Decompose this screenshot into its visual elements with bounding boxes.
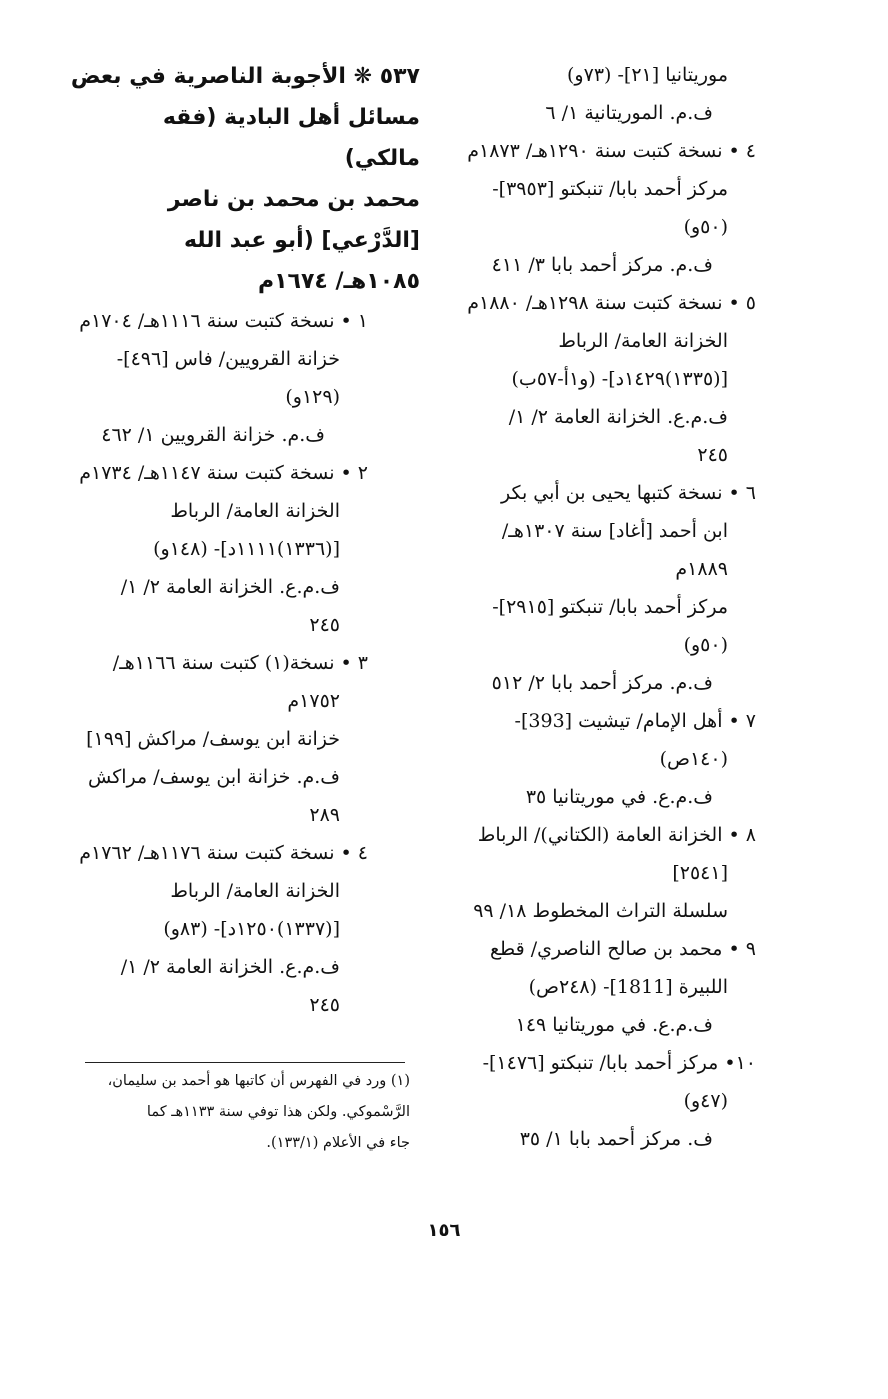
copy-line: سلسلة التراث المخطوط ١٨/ ٩٩ [473,900,728,922]
copy-line: ٢ • نسخة كتبت سنة ١١٤٧هـ/ ١٧٣٤م [79,462,368,484]
copy-line: ٨ • الخزانة العامة (الكتاني)/ الرباط [477,824,756,846]
copy-line: ١٧٥٢م [287,690,340,712]
entry-copies-list-part1 [70,302,420,1024]
copy-line: ف.م. مركز أحمد بابا ٣/ ٤١١ [491,254,713,276]
copy-line: ف.م.ع. الخزانة العامة ٢/ ١/ [508,406,728,428]
copy-line: (١٤٠ص) [659,748,728,770]
copy-line: (٥٠و) [683,216,728,238]
copy-line: ف.م.ع. في موريتانيا ٣٥ [525,786,713,808]
copy-line: ف.م.ع. الخزانة العامة ٢/ ١/ [120,956,340,978]
footnote-divider [85,1062,405,1063]
copy-line: ٤ • نسخة كتبت سنة ١١٧٦هـ/ ١٧٦٢م [79,842,368,864]
entry-heading-line: مالكي) [344,146,420,171]
copy-line: ابن أحمد [أغاد] سنة ١٣٠٧هـ/ [501,520,728,542]
copy-line: ف.م. الموريتانية ١/ ٦ [545,102,713,124]
copy-line: (٤٧و) [683,1090,728,1112]
copy-line: مركز أحمد بابا/ تنبكتو [٢٩١٥]- [492,596,728,618]
entry-537-column [70,56,420,1024]
entry-heading [70,56,420,302]
footnote [70,1066,410,1159]
copy-line: ف.م.ع. الخزانة العامة ٢/ ١/ [120,576,340,598]
copy-line: ٥ • نسخة كتبت سنة ١٢٩٨هـ/ ١٨٨٠م [467,292,756,314]
copy-line: ٧ • أهل الإمام/ تيشيت [393]- [514,710,756,732]
copy-line: ١٨٨٩م [675,558,728,580]
copy-line: موريتانيا [٢١]- (٧٣و) [567,64,728,86]
footnote-line: الرَّسْموكي. ولكن هذا توفي سنة ١١٣٣هـ كما [146,1104,410,1120]
copy-line: ٩ • محمد بن صالح الناصري/ قطع [489,938,756,960]
copy-line: ١٠• مركز أحمد بابا/ تنبكتو [١٤٧٦]- [482,1052,756,1074]
copy-line: خزانة القرويين/ فاس [٤٩٦]- [116,348,340,370]
page-number: ١٥٦ [427,1220,461,1241]
copy-line: [(١٣٣٦)١١١١د]- (١٤٨و) [153,538,340,560]
footnote-line: (١) ورد في الفهرس أن كاتبها هو أحمد بن سليمان، [107,1073,410,1089]
entry-title: ٥٣٧ ❋ الأجوبة الناصرية في بعض [70,64,420,89]
copy-line: [(١٣٣٧)١٢٥٠د]- (٨٣و) [163,918,340,940]
copy-line: [(١٣٣٥)١٤٢٩د]- (و١أ-٥٧ب) [511,368,728,390]
copy-line: ٢٤٥ [309,994,340,1016]
copy-line: اللبيرة [1811]- (٢٤٨ص) [528,976,728,998]
copy-line: ف.م. خزانة القرويين ١/ ٤٦٢ [101,424,325,446]
copy-line: ٢٨٩ [309,804,340,826]
copy-line: [٢٥٤١] [672,862,728,884]
copy-line: ٢٤٥ [697,444,728,466]
entry-heading-line: محمد بن محمد بن ناصر [167,187,420,212]
copy-line: ٤ • نسخة كتبت سنة ١٢٩٠هـ/ ١٨٧٣م [467,140,756,162]
copy-line: الخزانة العامة/ الرباط [170,500,340,522]
copy-line: (١٢٩و) [285,386,340,408]
copy-line: ٢٤٥ [309,614,340,636]
entry-heading-line: مسائل أهل البادية (فقه [162,105,420,130]
entry-heading-line: [الدَّرْعي] (أبو عبد الله [183,228,420,253]
copy-line: خزانة ابن يوسف/ مراكش [١٩٩] [86,728,340,750]
footnote-line: جاء في الأعلام (١٣٣/١). [266,1135,410,1151]
copy-line: الخزانة العامة/ الرباط [558,330,728,352]
copy-line: مركز أحمد بابا/ تنبكتو [٣٩٥٣]- [492,178,728,200]
entry-copies-list-part2 [438,56,808,1158]
copy-line: الخزانة العامة/ الرباط [170,880,340,902]
entry-heading-line: ١٠٨٥هـ/ ١٦٧٤م [257,269,420,294]
copy-line: (٥٠و) [683,634,728,656]
copy-line: ف.م. خزانة ابن يوسف/ مراكش [87,766,340,788]
copy-line: ف.م.ع. في موريتانيا ١٤٩ [515,1014,713,1036]
copy-line: ف.م. مركز أحمد بابا ٢/ ٥١٢ [491,672,713,694]
copy-line: ٦ • نسخة كتبها يحيى بن أبي بكر [501,482,756,504]
copy-line: ف. مركز أحمد بابا ١/ ٣٥ [519,1128,713,1150]
copy-line: ٣ • نسخة(١) كتبت سنة ١١٦٦هـ/ [112,652,368,674]
copy-line: ١ • نسخة كتبت سنة ١١١٦هـ/ ١٧٠٤م [79,310,368,332]
